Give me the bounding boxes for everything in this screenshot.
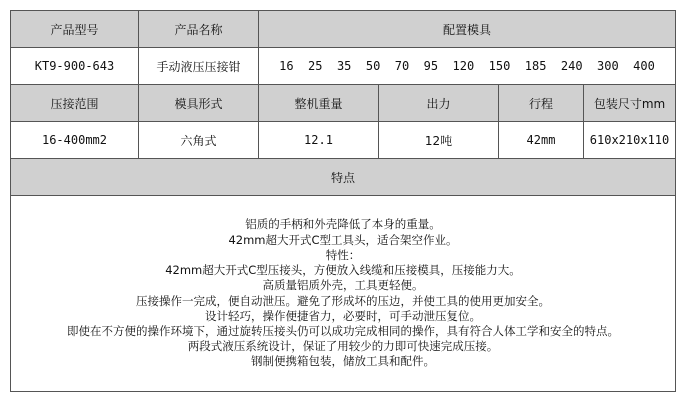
range-value: 16-400mm2 [11,122,139,159]
weight-header: 整机重量 [259,85,379,122]
stroke-header: 行程 [499,85,584,122]
feature-line: 铝质的手柄和外壳降低了本身的重量。 [245,217,441,232]
mold-type-header: 模具形式 [139,85,259,122]
mold-type-value: 六角式 [139,122,259,159]
feature-line: 两段式液压系统设计，保证了用较少的力即可快速完成压接。 [187,339,499,354]
molds-header: 配置模具 [259,11,676,48]
weight-value: 12.1 [259,122,379,159]
features-header: 特点 [11,159,676,196]
feature-line: 42mm超大开式C型压接头，方便放入线缆和压接模具，压接能力大。 [165,263,521,278]
name-value: 手动液压压接钳 [139,48,259,85]
name-header: 产品名称 [139,11,259,48]
model-value: KT9-900-643 [11,48,139,85]
feature-line: 钢制便携箱包装，储放工具和配件。 [251,354,435,369]
force-value: 12吨 [379,122,499,159]
force-header: 出力 [379,85,499,122]
package-value: 610x210x110 [584,122,676,159]
spec-table [10,10,676,392]
feature-line: 压接操作一完成，便自动泄压。避免了形成坏的压边，并使工具的使用更加安全。 [136,293,550,308]
molds-value: 16 25 35 50 70 95 120 150 185 240 300 400 [259,48,676,85]
feature-line: 设计轻巧，操作便捷省力，必要时，可手动泄压复位。 [205,308,481,323]
feature-line: 42mm超大开式C型工具头，适合架空作业。 [228,232,458,247]
features-cell [11,196,676,392]
model-header: 产品型号 [11,11,139,48]
feature-line: 高质量铝质外壳，工具更轻便。 [262,278,424,293]
package-header: 包装尺寸mm [584,85,676,122]
stroke-value: 42mm [499,122,584,159]
feature-line: 特性： [325,247,361,262]
range-header: 压接范围 [11,85,139,122]
feature-line: 即使在不方便的操作环境下，通过旋转压接头仍可以成功完成相同的操作，具有符合人体工学和安全的特点。 [67,323,619,338]
